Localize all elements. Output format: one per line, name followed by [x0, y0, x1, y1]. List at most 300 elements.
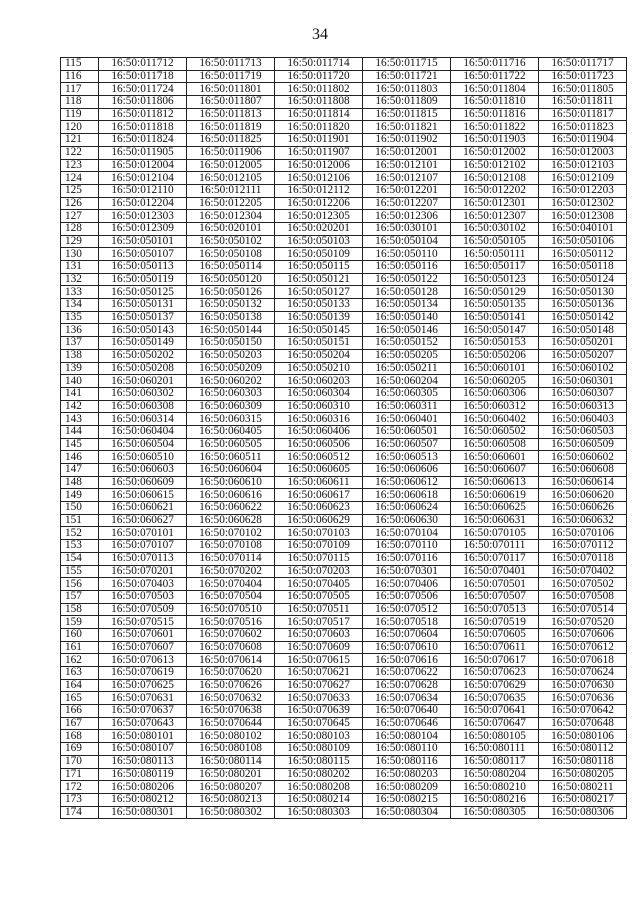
cadastral-number-cell: 16:50:050104	[363, 235, 451, 248]
cadastral-number-cell: 16:50:080119	[99, 768, 187, 781]
cadastral-number-cell: 16:50:050111	[451, 248, 539, 261]
row-number-cell: 118	[61, 96, 99, 109]
table-row	[61, 616, 627, 629]
cadastral-number-cell: 16:50:012108	[451, 172, 539, 185]
cadastral-number-cell: 16:50:012106	[275, 172, 363, 185]
cadastral-number-cell: 16:50:011823	[539, 121, 627, 134]
cadastral-number-cell: 16:50:050142	[539, 311, 627, 324]
row-number-cell: 128	[61, 222, 99, 235]
cadastral-number-cell: 16:50:012304	[187, 210, 275, 223]
cadastral-number-cell: 16:50:011903	[451, 134, 539, 147]
cadastral-number-cell: 16:50:011807	[187, 96, 275, 109]
cadastral-number-cell: 16:50:070301	[363, 565, 451, 578]
cadastral-number-cell: 16:50:020101	[187, 222, 275, 235]
cadastral-number-cell: 16:50:060610	[187, 476, 275, 489]
cadastral-number-cell: 16:50:070632	[187, 692, 275, 705]
cadastral-number-cell: 16:50:060607	[451, 464, 539, 477]
cadastral-number-cell: 16:50:011714	[275, 58, 363, 71]
cadastral-number-cell: 16:50:050211	[363, 362, 451, 375]
cadastral-number-cell: 16:50:070514	[539, 603, 627, 616]
cadastral-number-cell: 16:50:070610	[363, 641, 451, 654]
cadastral-number-cell: 16:50:070101	[99, 527, 187, 540]
row-number-cell: 133	[61, 286, 99, 299]
cadastral-number-cell: 16:50:070402	[539, 565, 627, 578]
cadastral-number-cell: 16:50:011804	[451, 83, 539, 96]
row-number-cell: 121	[61, 134, 99, 147]
cadastral-number-cell: 16:50:050147	[451, 324, 539, 337]
row-number-cell: 168	[61, 730, 99, 743]
row-number-cell: 147	[61, 464, 99, 477]
cadastral-number-cell: 16:50:070641	[451, 705, 539, 718]
table-row	[61, 248, 627, 261]
cadastral-number-cell: 16:50:070605	[451, 628, 539, 641]
cadastral-number-cell: 16:50:011723	[539, 70, 627, 83]
cadastral-number-cell: 16:50:012307	[451, 210, 539, 223]
cadastral-number-cell: 16:50:011904	[539, 134, 627, 147]
cadastral-number-cell: 16:50:080306	[539, 806, 627, 819]
cadastral-number-cell: 16:50:070501	[451, 578, 539, 591]
cadastral-number-cell: 16:50:050128	[363, 286, 451, 299]
cadastral-number-cell: 16:50:080116	[363, 755, 451, 768]
row-number-cell: 156	[61, 578, 99, 591]
cadastral-number-cell: 16:50:080110	[363, 743, 451, 756]
table-row	[61, 362, 627, 375]
cadastral-number-cell: 16:50:050144	[187, 324, 275, 337]
cadastral-number-cell: 16:50:011713	[187, 58, 275, 71]
cadastral-number-cell: 16:50:070510	[187, 603, 275, 616]
cadastral-number-cell: 16:50:012306	[363, 210, 451, 223]
cadastral-number-cell: 16:50:011818	[99, 121, 187, 134]
cadastral-number-cell: 16:50:030101	[363, 222, 451, 235]
cadastral-number-cell: 16:50:060602	[539, 451, 627, 464]
cadastral-number-cell: 16:50:050209	[187, 362, 275, 375]
cadastral-number-cell: 16:50:050208	[99, 362, 187, 375]
cadastral-number-cell: 16:50:080301	[99, 806, 187, 819]
cadastral-number-cell: 16:50:070633	[275, 692, 363, 705]
row-number-cell: 144	[61, 425, 99, 438]
table-row	[61, 349, 627, 362]
table-row	[61, 451, 627, 464]
cadastral-number-cell: 16:50:070619	[99, 667, 187, 680]
cadastral-number-cell: 16:50:050129	[451, 286, 539, 299]
table-row	[61, 527, 627, 540]
table-row	[61, 514, 627, 527]
cadastral-number-cell: 16:50:070118	[539, 552, 627, 565]
cadastral-number-cell: 16:50:060619	[451, 489, 539, 502]
cadastral-number-cell: 16:50:070617	[451, 654, 539, 667]
cadastral-number-cell: 16:50:050207	[539, 349, 627, 362]
cadastral-number-cell: 16:50:080103	[275, 730, 363, 743]
table-row	[61, 261, 627, 274]
row-number-cell: 174	[61, 806, 99, 819]
row-number-cell: 119	[61, 108, 99, 121]
cadastral-number-cell: 16:50:050152	[363, 337, 451, 350]
cadastral-number-cell: 16:50:080213	[187, 793, 275, 806]
cadastral-number-cell: 16:50:060406	[275, 425, 363, 438]
table-row	[61, 134, 627, 147]
cadastral-number-cell: 16:50:060204	[363, 375, 451, 388]
table-row	[61, 667, 627, 680]
table-row	[61, 540, 627, 553]
cadastral-number-cell: 16:50:011817	[539, 108, 627, 121]
cadastral-number-cell: 16:50:080209	[363, 781, 451, 794]
table-body	[61, 58, 627, 819]
cadastral-number-cell: 16:50:040101	[539, 222, 627, 235]
cadastral-number-cell: 16:50:070613	[99, 654, 187, 667]
table-row	[61, 311, 627, 324]
cadastral-number-cell: 16:50:012201	[363, 184, 451, 197]
cadastral-number-cell: 16:50:060509	[539, 438, 627, 451]
cadastral-number-cell: 16:50:060308	[99, 400, 187, 413]
cadastral-number-cell: 16:50:050143	[99, 324, 187, 337]
cadastral-number-cell: 16:50:050151	[275, 337, 363, 350]
cadastral-number-cell: 16:50:011811	[539, 96, 627, 109]
table-row	[61, 83, 627, 96]
cadastral-number-cell: 16:50:070116	[363, 552, 451, 565]
cadastral-number-cell: 16:50:060101	[451, 362, 539, 375]
cadastral-number-cell: 16:50:070606	[539, 628, 627, 641]
cadastral-number-cell: 16:50:060629	[275, 514, 363, 527]
cadastral-number-cell: 16:50:050108	[187, 248, 275, 261]
cadastral-number-cell: 16:50:070406	[363, 578, 451, 591]
table-row	[61, 58, 627, 71]
cadastral-number-cell: 16:50:070513	[451, 603, 539, 616]
cadastral-number-cell: 16:50:070626	[187, 679, 275, 692]
table-row	[61, 603, 627, 616]
row-number-cell: 131	[61, 261, 99, 274]
cadastral-number-cell: 16:50:060612	[363, 476, 451, 489]
cadastral-number-cell: 16:50:080106	[539, 730, 627, 743]
cadastral-number-cell: 16:50:050127	[275, 286, 363, 299]
cadastral-number-cell: 16:50:050101	[99, 235, 187, 248]
cadastral-number-cell: 16:50:070636	[539, 692, 627, 705]
cadastral-number-cell: 16:50:070603	[275, 628, 363, 641]
cadastral-number-cell: 16:50:060307	[539, 387, 627, 400]
table-row	[61, 502, 627, 515]
cadastral-number-cell: 16:50:070511	[275, 603, 363, 616]
cadastral-number-cell: 16:50:060303	[187, 387, 275, 400]
cadastral-number-cell: 16:50:080101	[99, 730, 187, 743]
cadastral-number-cell: 16:50:050204	[275, 349, 363, 362]
cadastral-number-cell: 16:50:070505	[275, 590, 363, 603]
cadastral-number-cell: 16:50:080204	[451, 768, 539, 781]
row-number-cell: 148	[61, 476, 99, 489]
cadastral-number-cell: 16:50:070611	[451, 641, 539, 654]
row-number-cell: 115	[61, 58, 99, 71]
cadastral-number-cell: 16:50:060624	[363, 502, 451, 515]
row-number-cell: 127	[61, 210, 99, 223]
cadastral-number-cell: 16:50:011717	[539, 58, 627, 71]
row-number-cell: 149	[61, 489, 99, 502]
cadastral-number-cell: 16:50:050134	[363, 299, 451, 312]
cadastral-number-cell: 16:50:070111	[451, 540, 539, 553]
table-row	[61, 70, 627, 83]
cadastral-number-cell: 16:50:012302	[539, 197, 627, 210]
row-number-cell: 122	[61, 146, 99, 159]
page-number: 34	[312, 26, 328, 43]
cadastral-number-cell: 16:50:080303	[275, 806, 363, 819]
table-row	[61, 425, 627, 438]
cadastral-number-cell: 16:50:050201	[539, 337, 627, 350]
row-number-cell: 125	[61, 184, 99, 197]
cadastral-number-cell: 16:50:060620	[539, 489, 627, 502]
cadastral-number-cell: 16:50:060304	[275, 387, 363, 400]
cadastral-number-cell: 16:50:080114	[187, 755, 275, 768]
table-row	[61, 793, 627, 806]
cadastral-number-cell: 16:50:070202	[187, 565, 275, 578]
cadastral-number-cell: 16:50:050122	[363, 273, 451, 286]
cadastral-number-cell: 16:50:070403	[99, 578, 187, 591]
cadastral-number-cell: 16:50:050103	[275, 235, 363, 248]
cadastral-number-cell: 16:50:070115	[275, 552, 363, 565]
row-number-cell: 171	[61, 768, 99, 781]
cadastral-number-cell: 16:50:050206	[451, 349, 539, 362]
table-row	[61, 146, 627, 159]
cadastral-number-cell: 16:50:060102	[539, 362, 627, 375]
cadastral-number-cell: 16:50:080104	[363, 730, 451, 743]
cadastral-number-cell: 16:50:050124	[539, 273, 627, 286]
cadastral-number-cell: 16:50:060611	[275, 476, 363, 489]
cadastral-number-cell: 16:50:012204	[99, 197, 187, 210]
cadastral-number-cell: 16:50:070620	[187, 667, 275, 680]
row-number-cell: 150	[61, 502, 99, 515]
cadastral-number-cell: 16:50:070203	[275, 565, 363, 578]
cadastral-number-cell: 16:50:060202	[187, 375, 275, 388]
cadastral-number-cell: 16:50:011802	[275, 83, 363, 96]
cadastral-number-cell: 16:50:070109	[275, 540, 363, 553]
cadastral-number-cell: 16:50:050107	[99, 248, 187, 261]
cadastral-number-cell: 16:50:011809	[363, 96, 451, 109]
cadastral-number-cell: 16:50:080216	[451, 793, 539, 806]
cadastral-number-cell: 16:50:012303	[99, 210, 187, 223]
cadastral-number-cell: 16:50:070618	[539, 654, 627, 667]
cadastral-number-cell: 16:50:050138	[187, 311, 275, 324]
table-row	[61, 565, 627, 578]
cadastral-number-cell: 16:50:060622	[187, 502, 275, 515]
cadastral-number-cell: 16:50:012202	[451, 184, 539, 197]
cadastral-number-cell: 16:50:070110	[363, 540, 451, 553]
cadastral-number-cell: 16:50:080210	[451, 781, 539, 794]
cadastral-number-cell: 16:50:060614	[539, 476, 627, 489]
cadastral-number-cell: 16:50:050135	[451, 299, 539, 312]
cadastral-number-cell: 16:50:011906	[187, 146, 275, 159]
table-row	[61, 286, 627, 299]
table-row	[61, 590, 627, 603]
row-number-cell: 169	[61, 743, 99, 756]
cadastral-number-cell: 16:50:070504	[187, 590, 275, 603]
row-number-cell: 173	[61, 793, 99, 806]
cadastral-number-cell: 16:50:012006	[275, 159, 363, 172]
cadastral-number-cell: 16:50:060316	[275, 413, 363, 426]
cadastral-number-cell: 16:50:060302	[99, 387, 187, 400]
cadastral-number-cell: 16:50:070117	[451, 552, 539, 565]
cadastral-number-cell: 16:50:060402	[451, 413, 539, 426]
cadastral-number-cell: 16:50:011716	[451, 58, 539, 71]
table-row	[61, 476, 627, 489]
cadastral-number-cell: 16:50:060404	[99, 425, 187, 438]
cadastral-number-cell: 16:50:011722	[451, 70, 539, 83]
cadastral-number-cell: 16:50:011907	[275, 146, 363, 159]
cadastral-number-cell: 16:50:070503	[99, 590, 187, 603]
cadastral-number-cell: 16:50:070506	[363, 590, 451, 603]
cadastral-number-cell: 16:50:070106	[539, 527, 627, 540]
cadastral-number-cell: 16:50:012301	[451, 197, 539, 210]
table-row	[61, 273, 627, 286]
cadastral-number-cell: 16:50:060613	[451, 476, 539, 489]
cadastral-number-cell: 16:50:080205	[539, 768, 627, 781]
row-number-cell: 141	[61, 387, 99, 400]
cadastral-number-cell: 16:50:070104	[363, 527, 451, 540]
cadastral-number-cell: 16:50:060601	[451, 451, 539, 464]
cadastral-number-cell: 16:50:012003	[539, 146, 627, 159]
cadastral-number-cell: 16:50:060608	[539, 464, 627, 477]
cadastral-number-cell: 16:50:050113	[99, 261, 187, 274]
cadastral-number-cell: 16:50:050125	[99, 286, 187, 299]
cadastral-number-cell: 16:50:012107	[363, 172, 451, 185]
cadastral-number-cell: 16:50:050141	[451, 311, 539, 324]
table-row	[61, 337, 627, 350]
cadastral-number-cell: 16:50:070644	[187, 717, 275, 730]
cadastral-number-cell: 16:50:080108	[187, 743, 275, 756]
cadastral-number-cell: 16:50:060401	[363, 413, 451, 426]
table-row	[61, 324, 627, 337]
cadastral-number-cell: 16:50:060630	[363, 514, 451, 527]
row-number-cell: 124	[61, 172, 99, 185]
cadastral-number-cell: 16:50:012002	[451, 146, 539, 159]
cadastral-number-cell: 16:50:070628	[363, 679, 451, 692]
cadastral-number-cell: 16:50:060616	[187, 489, 275, 502]
table-row	[61, 464, 627, 477]
cadastral-number-cell: 16:50:070640	[363, 705, 451, 718]
cadastral-number-cell: 16:50:060403	[539, 413, 627, 426]
row-number-cell: 130	[61, 248, 99, 261]
cadastral-number-cell: 16:50:060301	[539, 375, 627, 388]
table-row	[61, 552, 627, 565]
cadastral-number-cell: 16:50:011901	[275, 134, 363, 147]
cadastral-number-cell: 16:50:050114	[187, 261, 275, 274]
row-number-cell: 172	[61, 781, 99, 794]
cadastral-number-cell: 16:50:011813	[187, 108, 275, 121]
cadastral-number-cell: 16:50:080305	[451, 806, 539, 819]
cadastral-number-cell: 16:50:070108	[187, 540, 275, 553]
table-row	[61, 121, 627, 134]
cadastral-number-cell: 16:50:070105	[451, 527, 539, 540]
cadastral-number-cell: 16:50:070637	[99, 705, 187, 718]
cadastral-number-cell: 16:50:011905	[99, 146, 187, 159]
cadastral-number-cell: 16:50:070604	[363, 628, 451, 641]
cadastral-number-cell: 16:50:080214	[275, 793, 363, 806]
cadastral-number-cell: 16:50:050139	[275, 311, 363, 324]
row-number-cell: 116	[61, 70, 99, 83]
cadastral-number-cell: 16:50:050131	[99, 299, 187, 312]
cadastral-number-cell: 16:50:012305	[275, 210, 363, 223]
cadastral-number-cell: 16:50:012105	[187, 172, 275, 185]
cadastral-number-cell: 16:50:060621	[99, 502, 187, 515]
table-row	[61, 299, 627, 312]
cadastral-number-cell: 16:50:050116	[363, 261, 451, 274]
table-row	[61, 235, 627, 248]
table-row	[61, 628, 627, 641]
table-row	[61, 489, 627, 502]
cadastral-number-cell: 16:50:060314	[99, 413, 187, 426]
cadastral-number-cell: 16:50:011825	[187, 134, 275, 147]
row-number-cell: 123	[61, 159, 99, 172]
cadastral-number-cell: 16:50:080115	[275, 755, 363, 768]
table-row	[61, 96, 627, 109]
cadastral-number-cell: 16:50:070648	[539, 717, 627, 730]
table-row	[61, 387, 627, 400]
table-row	[61, 438, 627, 451]
row-number-cell: 155	[61, 565, 99, 578]
cadastral-number-cell: 16:50:060632	[539, 514, 627, 527]
cadastral-number-cell: 16:50:012111	[187, 184, 275, 197]
table-row	[61, 806, 627, 819]
row-number-cell: 139	[61, 362, 99, 375]
cadastral-number-cell: 16:50:070508	[539, 590, 627, 603]
cadastral-number-cell: 16:50:070502	[539, 578, 627, 591]
cadastral-number-cell: 16:50:050145	[275, 324, 363, 337]
cadastral-number-cell: 16:50:011815	[363, 108, 451, 121]
table-row	[61, 222, 627, 235]
cadastral-number-cell: 16:50:080117	[451, 755, 539, 768]
row-number-cell: 151	[61, 514, 99, 527]
row-number-cell: 136	[61, 324, 99, 337]
cadastral-number-cell: 16:50:011719	[187, 70, 275, 83]
cadastral-number-cell: 16:50:060626	[539, 502, 627, 515]
cadastral-number-cell: 16:50:050119	[99, 273, 187, 286]
cadastral-number-cell: 16:50:070112	[539, 540, 627, 553]
cadastral-number-cell: 16:50:070645	[275, 717, 363, 730]
cadastral-number-cell: 16:50:080302	[187, 806, 275, 819]
cadastral-number-cell: 16:50:070609	[275, 641, 363, 654]
cadastral-number-cell: 16:50:070646	[363, 717, 451, 730]
cadastral-number-cell: 16:50:060625	[451, 502, 539, 515]
cadastral-number-cell: 16:50:060203	[275, 375, 363, 388]
table-row	[61, 654, 627, 667]
row-number-cell: 138	[61, 349, 99, 362]
cadastral-number-cell: 16:50:050126	[187, 286, 275, 299]
cadastral-number-cell: 16:50:012203	[539, 184, 627, 197]
cadastral-number-cell: 16:50:080113	[99, 755, 187, 768]
table-row	[61, 717, 627, 730]
cadastral-number-cell: 16:50:012103	[539, 159, 627, 172]
cadastral-number-cell: 16:50:050148	[539, 324, 627, 337]
cadastral-number-cell: 16:50:060603	[99, 464, 187, 477]
cadastral-number-cell: 16:50:012207	[363, 197, 451, 210]
row-number-cell: 129	[61, 235, 99, 248]
cadastral-number-cell: 16:50:080207	[187, 781, 275, 794]
cadastral-number-cell: 16:50:070516	[187, 616, 275, 629]
cadastral-number-cell: 16:50:080107	[99, 743, 187, 756]
cadastral-number-cell: 16:50:050102	[187, 235, 275, 248]
cadastral-number-cell: 16:50:011803	[363, 83, 451, 96]
cadastral-number-cell: 16:50:012001	[363, 146, 451, 159]
cadastral-number-cell: 16:50:030102	[451, 222, 539, 235]
cadastral-number-cell: 16:50:060512	[275, 451, 363, 464]
cadastral-number-cell: 16:50:070520	[539, 616, 627, 629]
cadastral-number-cell: 16:50:011712	[99, 58, 187, 71]
row-number-cell: 120	[61, 121, 99, 134]
cadastral-number-cell: 16:50:080105	[451, 730, 539, 743]
row-number-cell: 142	[61, 400, 99, 413]
cadastral-number-cell: 16:50:060305	[363, 387, 451, 400]
cadastral-number-cell: 16:50:050146	[363, 324, 451, 337]
cadastral-number-cell: 16:50:050120	[187, 273, 275, 286]
cadastral-numbers-table	[60, 57, 627, 819]
cadastral-number-cell: 16:50:060628	[187, 514, 275, 527]
cadastral-number-cell: 16:50:011806	[99, 96, 187, 109]
cadastral-number-cell: 16:50:012109	[539, 172, 627, 185]
